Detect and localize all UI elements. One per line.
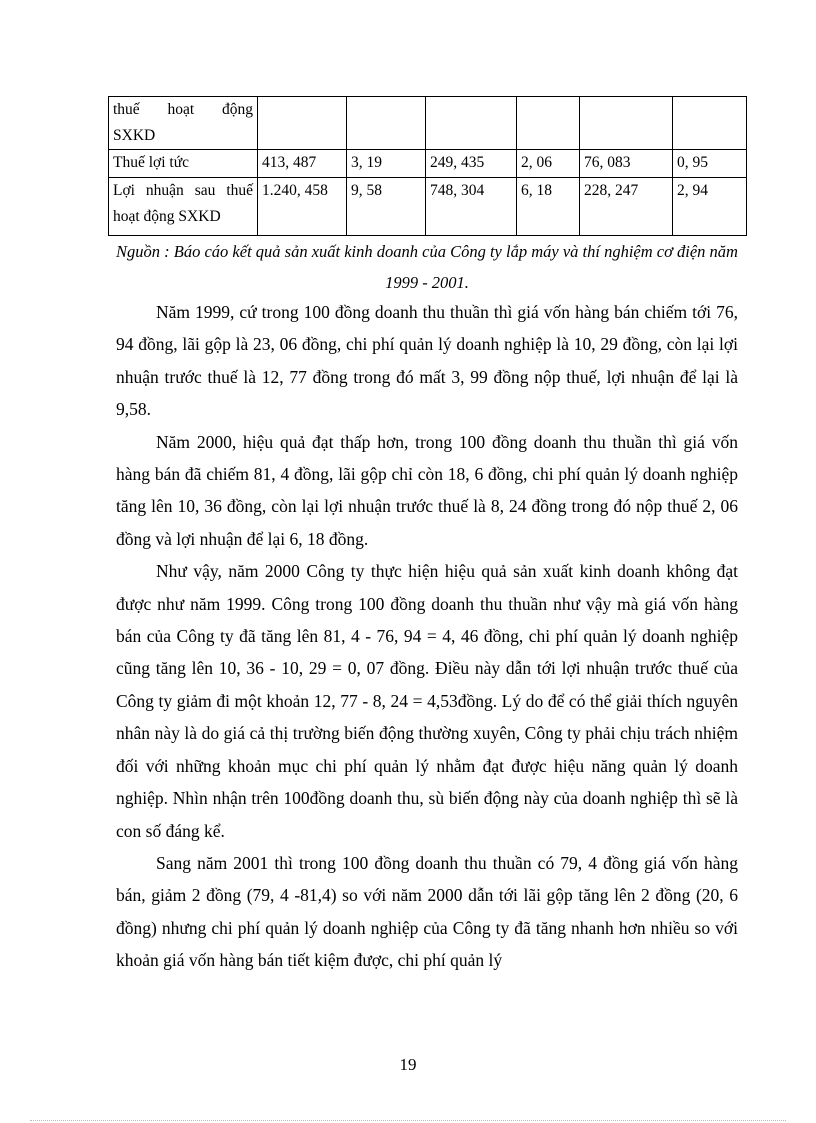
table-cell [258,97,347,150]
table-cell [347,97,426,150]
table-row [109,178,747,236]
table-cell: 413, 487 [258,150,347,178]
table-row [109,150,747,178]
table-cell: 748, 304 [426,178,517,236]
paragraph: Sang năm 2001 thì trong 100 đồng doanh thu thuần có 79, 4 đồng giá vốn hàng bán, giảm 2 đồng (79, 4 -81,4) so với năm 2000 dẫn tới lãi gộp tăng lên 2 đồng (20, 6 đồng) nhưng chi phí quản lý doanh nghiệp của Công ty đã tăng nhanh hơn nhiều so với khoản giá vốn hàng bán tiết kiệm được, chi phí quản lý [116,852,738,971]
table-cell: 1.240, 458 [258,178,347,236]
body-text [116,296,738,977]
table-row [109,97,747,150]
table-cell [426,97,517,150]
paragraph: Năm 2000, hiệu quả đạt thấp hơn, trong 100 đồng doanh thu thuần thì giá vốn hàng bán đã chiếm 81, 4 đồng, lãi gộp chỉ còn 18, 6 đồng, chi phí quản lý doanh nghiệp tăng lên 10, 36 đồng, còn lại lợi nhuận trước thuế là 8, 24 đồng trong đó nộp thuế 2, 06 đồng và lợi nhuận để lại 6, 18 đồng. [116,431,738,549]
paragraph: Như vậy, năm 2000 Công ty thực hiện hiệu quả sản xuất kinh doanh không đạt được như năm 1999. Công trong 100 đồng doanh thu thuần như vậy mà giá vốn hàng bán của Công ty đã tăng lên 81, 4 - 76, 94 = 4, 46 đồng, chi phí quản lý doanh nghiệp cũng tăng lên 10, 36 - 10, 29 = 0, 07 đồng. Điều này dẫn tới lợi nhuận trước thuế của Công ty giảm đi một khoản 12, 77 - 8, 24 = 4,53đồng. Lý do để có thể giải thích nguyên nhân này là do giá cả thị trường biến động thường xuyên, Công ty phải chịu trách nhiệm đối với những khoản mục chi phí quản lý nhằm đạt được hiệu năng quản lý doanh nghiệp. Nhìn nhận trên 100đồng doanh thu, sù biến động này của doanh nghiệp thì sẽ là con số đáng kể. [116,561,738,841]
footer-divider [30,1120,786,1121]
table-source-caption: Nguồn : Báo cáo kết quả sản xuất kinh doanh của Công ty lắp máy và thí nghiệm cơ điện năm 1999 - 2001. [116,242,738,292]
row-label: Thuế lợi tức [109,150,258,178]
table-cell [673,97,747,150]
table-cell: 9, 58 [347,178,426,236]
table-cell [517,97,580,150]
table-cell: 6, 18 [517,178,580,236]
table-cell: 3, 19 [347,150,426,178]
table-cell: 2, 94 [673,178,747,236]
table-cell: 2, 06 [517,150,580,178]
page-number: 19 [399,1055,417,1074]
table-cell [580,97,673,150]
paragraph: Năm 1999, cứ trong 100 đồng doanh thu thuần thì giá vốn hàng bán chiếm tới 76, 94 đồng, lãi gộp là 23, 06 đồng, chi phí quản lý doanh nghiệp là 10, 29 đồng, còn lại lợi nhuận trước thuế là 12, 77 đồng trong đó mất 3, 99 đồng nộp thuế, lợi nhuận để lại là 9,58. [116,302,738,420]
table-cell: 228, 247 [580,178,673,236]
table-cell: 0, 95 [673,150,747,178]
row-label: thuế hoạt động SXKD [109,97,258,150]
table-cell: 76, 083 [580,150,673,178]
financial-table [108,96,747,236]
row-label: Lợi nhuận sau thuế hoạt động SXKD [109,178,258,236]
table-cell: 249, 435 [426,150,517,178]
